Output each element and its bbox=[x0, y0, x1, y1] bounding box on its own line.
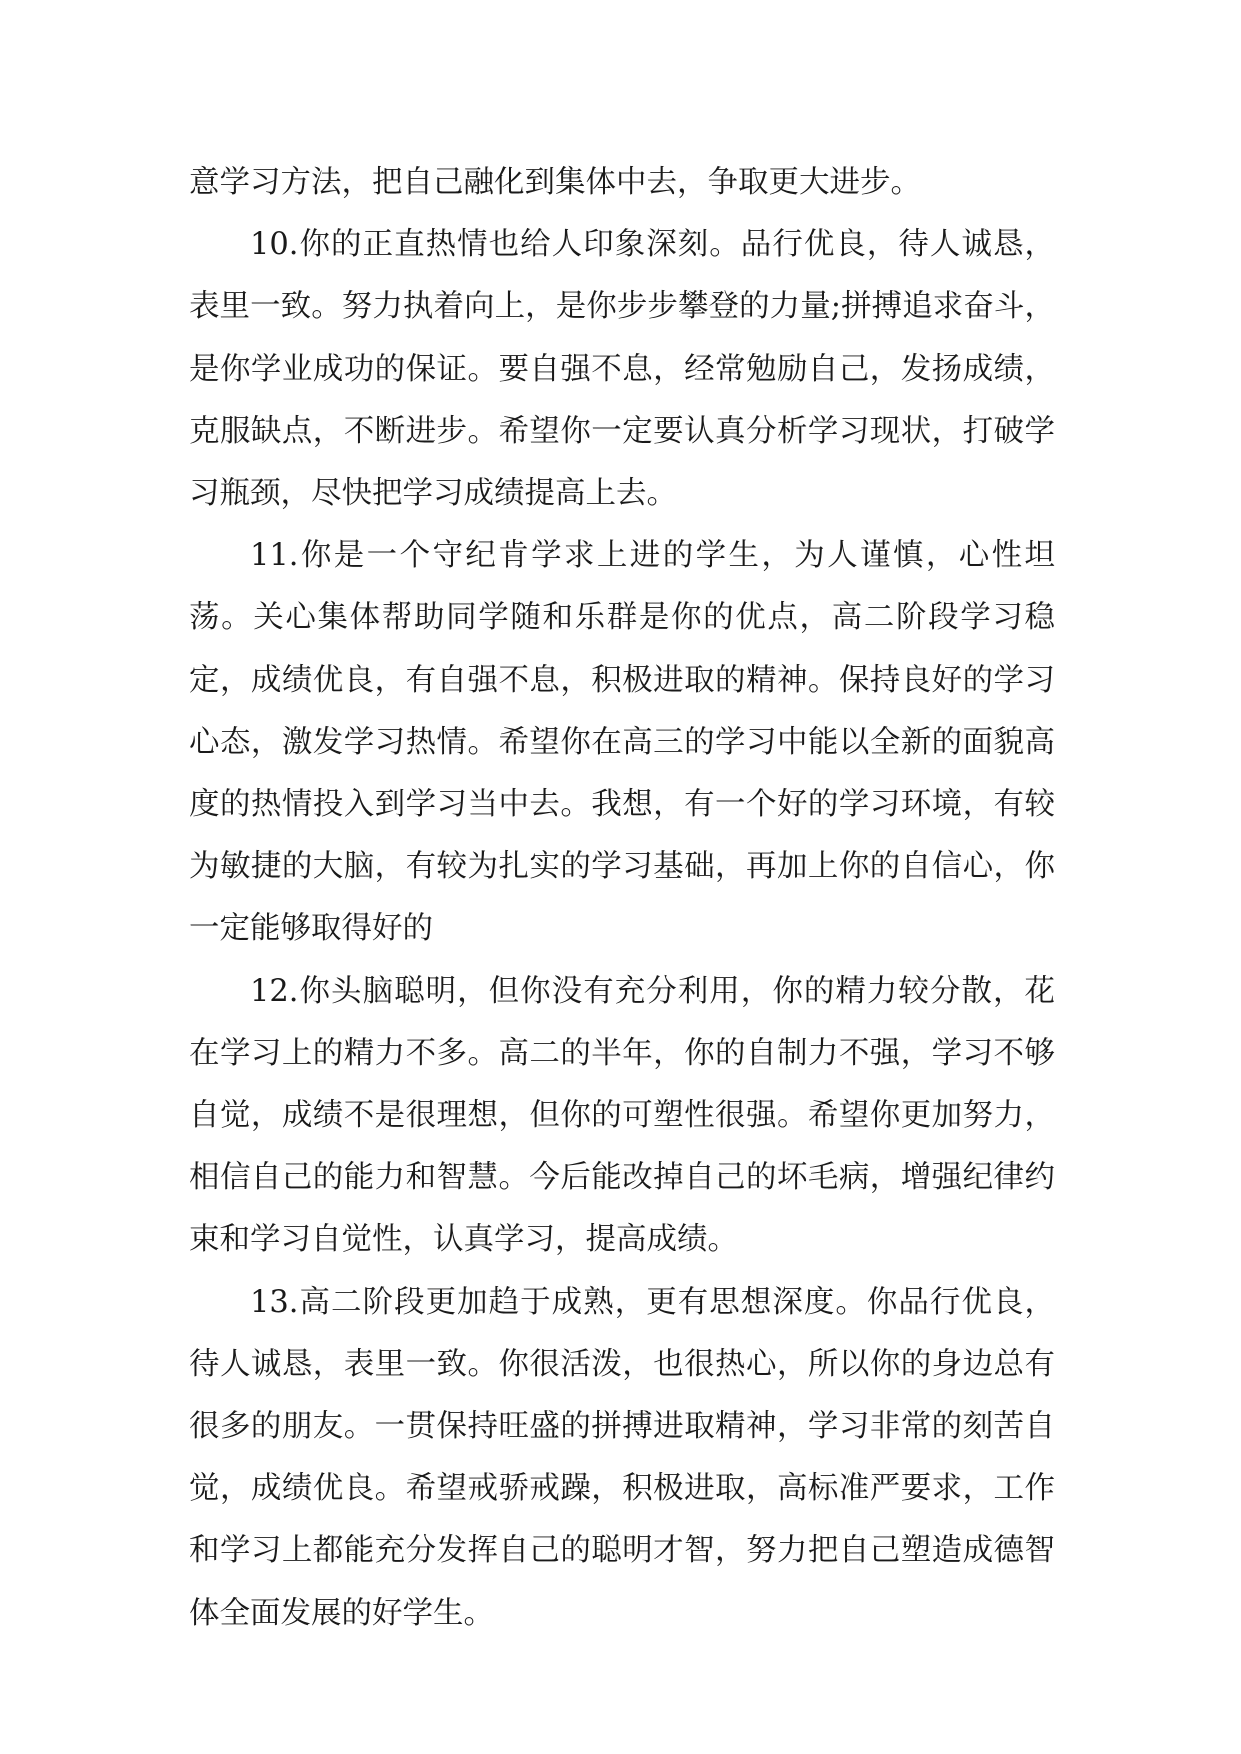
paragraph-12: 12.你头脑聪明，但你没有充分利用，你的精力较分散，花在学习上的精力不多。高二的半年，你的自制力不强，学习不够自觉，成绩不是很理想，但你的可塑性很强。希望你更加努力，相信自己的能力和智慧。今后能改掉自己的坏毛病，增强纪律约束和学习自觉性，认真学习，提高成绩。 bbox=[189, 973, 1055, 1258]
paragraph-10: 10.你的正直热情也给人印象深刻。品行优良，待人诚恳，表里一致。努力执着向上，是你步步攀登的力量;拼搏追求奋斗，是你学业成功的保证。要自强不息，经常勉励自己，发扬成绩，克服缺点，不断进步。希望你一定要认真分析学习现状，打破学习瓶颈，尽快把学习成绩提高上去。 bbox=[189, 227, 1055, 512]
paragraph-continuation: 意学习方法，把自己融化到集体中去，争取更大进步。 bbox=[189, 165, 921, 200]
paragraph-13: 13.高二阶段更加趋于成熟，更有思想深度。你品行优良，待人诚恳，表里一致。你很活泼，也很热心，所以你的身边总有很多的朋友。一贯保持旺盛的拼搏进取精神，学习非常的刻苦自觉，成绩优良。希望戒骄戒躁，积极进取，高标准严要求，工作和学习上都能充分发挥自己的聪明才智，努力把自己塑造成德智体全面发展的好学生。 bbox=[189, 1284, 1055, 1631]
paragraph-11: 11.你是一个守纪肯学求上进的学生，为人谨慎，心性坦荡。关心集体帮助同学随和乐群是你的优点，高二阶段学习稳定，成绩优良，有自强不息，积极进取的精神。保持良好的学习心态，激发学习热情。希望你在高三的学习中能以全新的面貌高度的热情投入到学习当中去。我想，有一个好的学习环境，有较为敏捷的大脑，有较为扎实的学习基础，再加上你的自信心，你一定能够取得好的 bbox=[189, 538, 1055, 947]
document-body bbox=[189, 152, 1055, 1645]
